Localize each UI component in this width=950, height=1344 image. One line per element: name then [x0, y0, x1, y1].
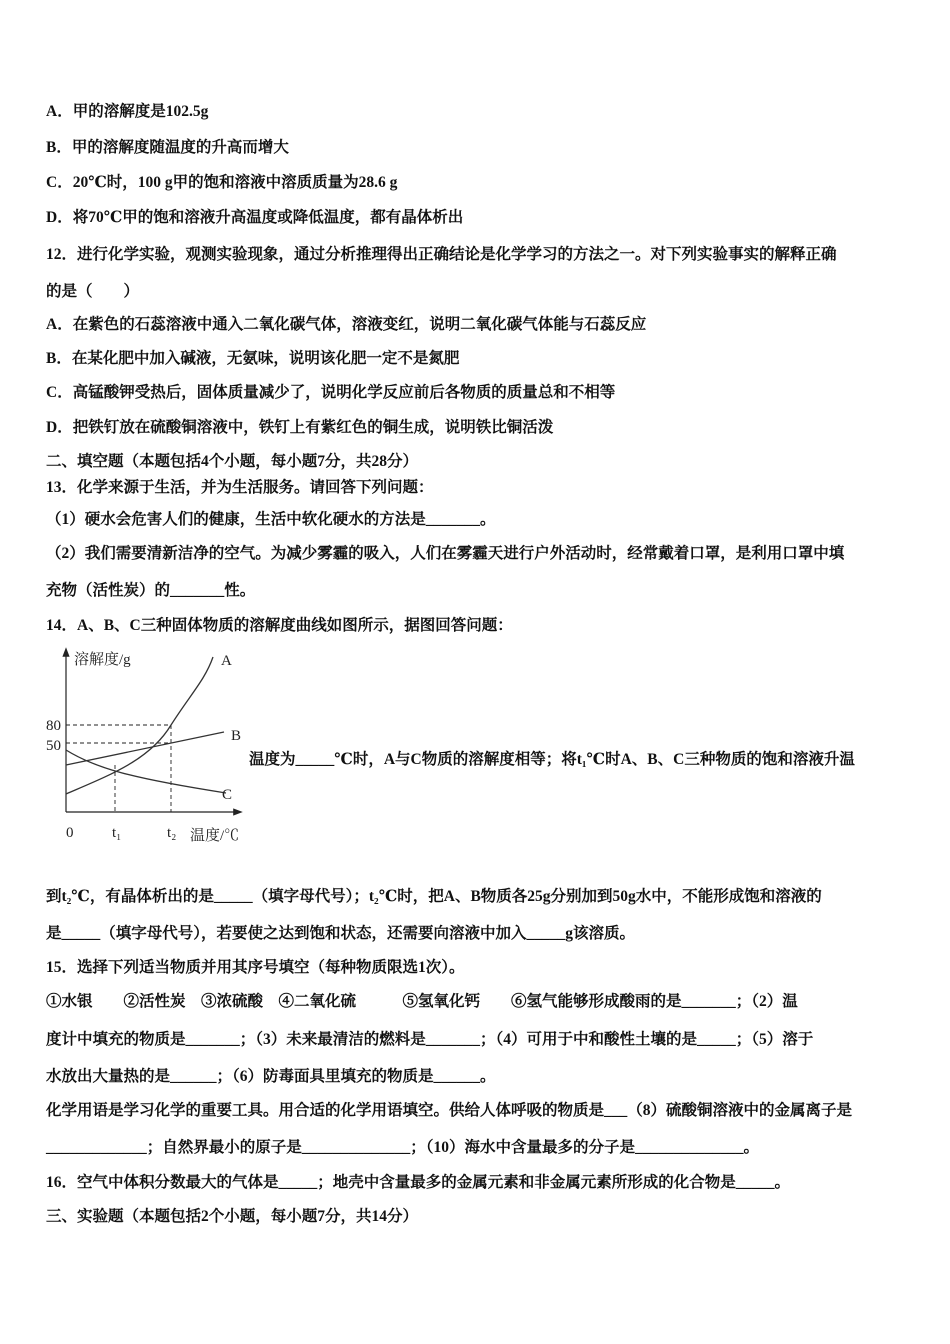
- q15-line4: 化学用语是学习化学的重要工具。用合适的化学用语填空。供给人体呼吸的物质是___（8）硫酸铜溶液中的金属离子是: [46, 1102, 853, 1119]
- x-tick-t2: t₂: [167, 825, 177, 841]
- q12-stem: 12．进行化学实验，观测实验现象，通过分析推理得出正确结论是化学学习的方法之一。对下列实验事实的解释正确: [46, 246, 837, 263]
- q11-option-c: C．20℃时，100 g甲的饱和溶液中溶质质量为28.6 g: [46, 174, 398, 191]
- q12-option-d: D．把铁钉放在硫酸铜溶液中，铁钉上有紫红色的铜生成，说明铁比铜活泼: [46, 419, 554, 436]
- q11-option-b: B．甲的溶解度随温度的升高而增大: [46, 139, 289, 156]
- q11-option-a: A．甲的溶解度是102.5g: [46, 103, 209, 120]
- section2-title: 二、填空题（本题包括4个小题，每小题7分，共28分）: [46, 453, 419, 470]
- series-label-a: A: [221, 653, 232, 669]
- curve-c: [66, 750, 226, 793]
- q11-option-d: D．将70℃甲的饱和溶液升高温度或降低温度，都有晶体析出: [46, 209, 464, 226]
- curve-a: [66, 657, 213, 794]
- q12-stem-cont: 的是（ ）: [46, 283, 140, 300]
- q15-line5: _____________；自然界最小的原子是______________；（10）海水中含量最多的分子是______________。: [46, 1139, 760, 1156]
- q13-stem: 13．化学来源于生活，并为生活服务。请回答下列问题：: [46, 479, 434, 496]
- q13-part2-cont: 充物（活性炭）的_______性。: [46, 582, 256, 599]
- q13-part2: （2）我们需要清新洁净的空气。为减少雾霾的吸入，人们在雾霾天进行户外活动时，经常戴着口罩，是利用口罩中填: [46, 545, 845, 562]
- q16: 16．空气中体积分数最大的气体是_____；地壳中含量最多的金属元素和非金属元素所形成的化合物是_____。: [46, 1174, 791, 1191]
- q14-stem: 14．A、B、C三种固体物质的溶解度曲线如图所示，据图回答问题：: [46, 617, 513, 634]
- q14-line2: 到t₂℃，有晶体析出的是_____（填字母代号）；t₂℃时，把A、B物质各25g分别加到50g水中，不能形成饱和溶液的: [46, 888, 822, 905]
- series-label-c: C: [222, 787, 233, 803]
- q15-line3: 水放出大量热的是______；（6）防毒面具里填充的物质是______。: [46, 1068, 496, 1085]
- q12-option-c: C．高锰酸钾受热后，固体质量减少了，说明化学反应前后各物质的质量总和不相等: [46, 384, 616, 401]
- x-tick-t1: t₁: [112, 825, 122, 841]
- origin-label: 0: [66, 825, 74, 841]
- q14-side-text: 温度为_____℃时，A与C物质的溶解度相等；将t₁℃时A、B、C三种物质的饱和溶液升温: [249, 751, 855, 768]
- q15-stem: 15．选择下列适当物质并用其序号填空（每种物质限选1次）。: [46, 959, 465, 976]
- x-axis-label: 温度/℃: [190, 828, 240, 844]
- q15-line1: ①水银 ②活性炭 ③浓硫酸 ④二氧化硫 ⑤氢氧化钙 ⑥氢气能够形成酸雨的是_______；（2）温: [46, 993, 798, 1010]
- q12-option-a: A．在紫色的石蕊溶液中通入二氧化碳气体，溶液变红，说明二氧化碳气体能与石蕊反应: [46, 316, 647, 333]
- q12-option-b: B．在某化肥中加入碱液，无氨味，说明该化肥一定不是氮肥: [46, 350, 460, 367]
- y-tick-50: 50: [46, 738, 61, 754]
- y-tick-80: 80: [46, 718, 61, 734]
- section3-title: 三、实验题（本题包括2个小题，每小题7分，共14分）: [46, 1208, 419, 1225]
- solubility-chart: [40, 640, 260, 850]
- y-axis-label: 溶解度/g: [74, 652, 131, 668]
- q14-line3: 是_____（填字母代号），若要使之达到饱和状态，还需要向溶液中加入_____g该溶质。: [46, 925, 636, 942]
- q13-part1: （1）硬水会危害人们的健康，生活中软化硬水的方法是_______。: [46, 511, 496, 528]
- q15-line2: 度计中填充的物质是_______；（3）未来最清洁的燃料是_______；（4）可用于中和酸性土壤的是_____；（5）溶于: [46, 1031, 814, 1048]
- curve-b: [66, 732, 224, 765]
- series-label-b: B: [231, 728, 242, 744]
